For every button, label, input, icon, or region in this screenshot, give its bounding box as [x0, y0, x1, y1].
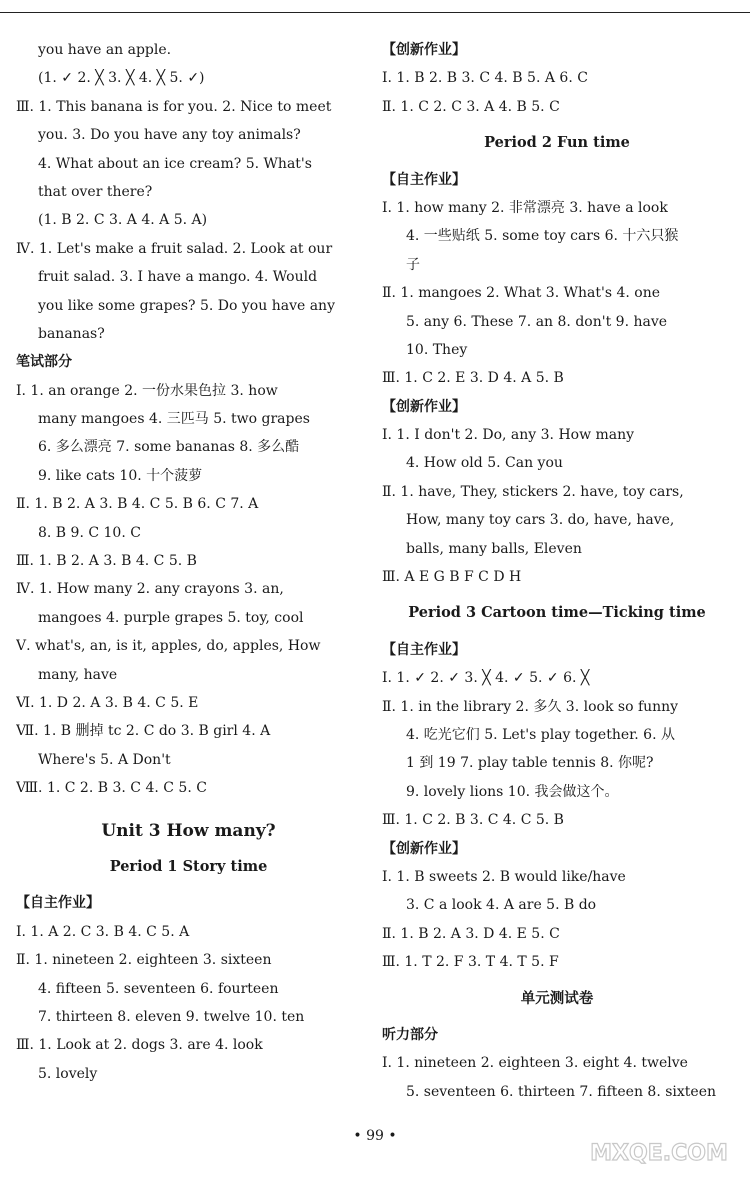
spacer	[382, 121, 732, 129]
answer-line: mangoes 4. purple grapes 5. toy, cool	[38, 609, 304, 626]
answer-line: balls, many balls, Eleven	[406, 540, 582, 557]
watermark-logo	[574, 1120, 744, 1172]
answer-line: Ⅲ. 1. T 2. F 3. T 4. T 5. F	[382, 954, 559, 971]
answer-line: Ⅲ. 1. C 2. B 3. C 4. C 5. B	[382, 812, 564, 829]
answer-line: 5. any 6. These 7. an 8. don't 9. have	[406, 313, 668, 330]
answer-line: 9. lovely lions 10. 我会做这个。	[406, 783, 619, 800]
section-heading: 【创新作业】	[382, 840, 466, 857]
answer-line: Ⅳ. 1. Let's make a fruit salad. 2. Look at our	[16, 240, 333, 257]
answer-line: you. 3. Do you have any toy animals?	[38, 127, 301, 144]
answer-line: Ⅱ. 1. nineteen 2. eighteen 3. sixteen	[16, 952, 272, 969]
answer-line: 3. C a look 4. A are 5. B do	[406, 897, 597, 914]
answer-line: many mangoes 4. 三匹马 5. two grapes	[38, 411, 310, 428]
answer-line: Ⅱ. 1. have, They, stickers 2. have, toy cars,	[382, 483, 684, 500]
answer-line: Where's 5. A Don't	[38, 751, 171, 768]
answer-line: fruit salad. 3. I have a mango. 4. Would	[38, 269, 318, 286]
answer-line: Ⅲ. 1. Look at 2. dogs 3. are 4. look	[16, 1037, 263, 1054]
period-title: Period 3 Cartoon time—Ticking time	[408, 604, 706, 622]
answer-line: Ⅴ. what's, an, is it, apples, do, apples, How	[16, 638, 321, 655]
answer-line: Ⅲ. 1. C 2. E 3. D 4. A 5. B	[382, 370, 564, 387]
spacer	[16, 845, 361, 853]
answer-line: 4. What about an ice cream? 5. What's	[38, 155, 312, 172]
answer-line: 8. B 9. C 10. C	[38, 524, 141, 541]
spacer	[16, 881, 361, 889]
answer-line: 4. 吃光它们 5. Let's play together. 6. 从	[406, 726, 675, 743]
answer-line: 10. They	[406, 341, 468, 358]
section-heading: 【自主作业】	[382, 171, 466, 188]
section-heading: 【自主作业】	[382, 641, 466, 658]
answer-line: Ⅰ. 1. A 2. C 3. B 4. C 5. A	[16, 923, 190, 940]
answer-line: Ⅷ. 1. C 2. B 3. C 4. C 5. C	[16, 780, 207, 797]
answer-line: 9. like cats 10. 十个菠萝	[38, 467, 203, 484]
answer-line: many, have	[38, 666, 118, 683]
section-heading: 【自主作业】	[16, 895, 100, 912]
answer-line: 4. 一些贴纸 5. some toy cars 6. 十六只猴	[406, 228, 679, 245]
page-number: • 99 •	[353, 1128, 397, 1144]
spacer	[16, 803, 361, 817]
answer-line: Ⅰ. 1. an orange 2. 一份水果色拉 3. how	[16, 382, 278, 399]
period-title: 单元测试卷	[520, 989, 594, 1007]
answer-line: Ⅰ. 1. B sweets 2. B would like/have	[382, 868, 626, 885]
answer-line: 6. 多么漂亮 7. some bananas 8. 多么酷	[38, 439, 300, 456]
section-heading: 【创新作业】	[382, 42, 466, 58]
top-rule	[0, 12, 750, 13]
watermark-text: MXQE.COM	[590, 1141, 728, 1166]
answer-line: (1. B 2. C 3. A 4. A 5. A)	[38, 212, 208, 229]
section-heading: 【创新作业】	[382, 398, 466, 415]
answer-line: you like some grapes? 5. Do you have any	[38, 297, 335, 314]
answer-line: Ⅶ. 1. B 删掉 tc 2. C do 3. B girl 4. A	[16, 723, 271, 740]
section-heading: 听力部分	[382, 1026, 438, 1043]
answer-line: 4. fifteen 5. seventeen 6. fourteen	[38, 980, 279, 997]
answer-line: Ⅱ. 1. B 2. A 3. B 4. C 5. B 6. C 7. A	[16, 496, 259, 513]
answer-line: 4. How old 5. Can you	[406, 455, 563, 472]
period-title: Period 2 Fun time	[484, 134, 630, 152]
answer-line: Ⅰ. 1. ✓ 2. ✓ 3. ╳ 4. ✓ 5. ✓ 6. ╳	[382, 670, 590, 687]
answer-line: Ⅲ. 1. This banana is for you. 2. Nice to meet	[16, 98, 332, 115]
answer-line: Ⅱ. 1. in the library 2. 多久 3. look so funny	[382, 698, 679, 715]
answer-line: Ⅰ. 1. how many 2. 非常漂亮 3. have a look	[382, 199, 668, 216]
spacer	[382, 591, 732, 599]
answer-line: (1. ✓ 2. ╳ 3. ╳ 4. ╳ 5. ✓)	[38, 70, 205, 87]
answer-line: Ⅱ. 1. mangoes 2. What 3. What's 4. one	[382, 285, 661, 302]
spacer	[382, 1013, 732, 1021]
answer-line: 7. thirteen 8. eleven 9. twelve 10. ten	[38, 1008, 305, 1025]
section-heading: 笔试部分	[16, 354, 72, 371]
answer-line: Ⅲ. 1. B 2. A 3. B 4. C 5. B	[16, 553, 197, 570]
answer-line: How, many toy cars 3. do, have, have,	[406, 512, 675, 529]
answer-line: Ⅰ. 1. B 2. B 3. C 4. B 5. A 6. C	[382, 70, 588, 87]
left-column	[16, 36, 361, 1088]
answer-line: 5. seventeen 6. thirteen 7. fifteen 8. sixteen	[406, 1083, 717, 1100]
spacer	[382, 977, 732, 985]
answer-line: Ⅱ. 1. B 2. A 3. D 4. E 5. C	[382, 925, 560, 942]
answer-line: Ⅳ. 1. How many 2. any crayons 3. an,	[16, 581, 284, 598]
unit-title: Unit 3 How many?	[101, 820, 276, 841]
right-column	[382, 36, 732, 1106]
answer-line: that over there?	[38, 183, 153, 200]
answer-line: bananas?	[38, 325, 105, 342]
answer-line: Ⅰ. 1. nineteen 2. eighteen 3. eight 4. twelve	[382, 1055, 688, 1072]
answer-line: Ⅰ. 1. I don't 2. Do, any 3. How many	[382, 427, 635, 444]
answer-line: you have an apple.	[38, 42, 172, 58]
period-title: Period 1 Story time	[109, 857, 268, 875]
spacer	[382, 158, 732, 166]
spacer	[382, 628, 732, 636]
answer-line: 1 到 19 7. play table tennis 8. 你呢?	[406, 755, 654, 772]
answer-line: 5. lovely	[38, 1065, 98, 1082]
answer-line: 子	[406, 256, 420, 273]
answer-line: Ⅵ. 1. D 2. A 3. B 4. C 5. E	[16, 694, 199, 711]
answer-line: Ⅱ. 1. C 2. C 3. A 4. B 5. C	[382, 98, 560, 115]
answer-line: Ⅲ. A E G B F C D H	[382, 569, 522, 586]
